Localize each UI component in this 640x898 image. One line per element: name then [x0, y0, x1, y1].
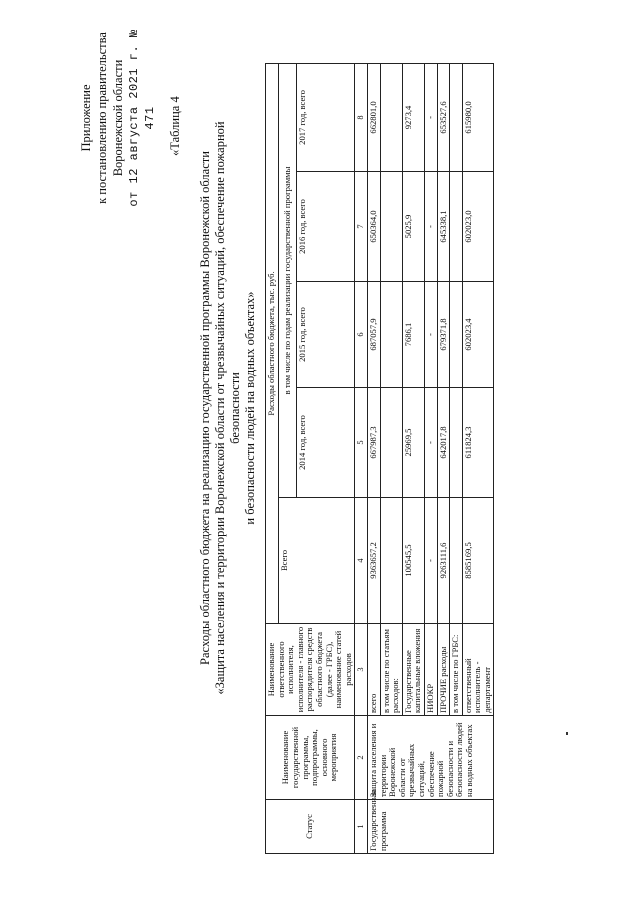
header-2014: 2014 год, всего	[297, 388, 355, 498]
header-status: Статус	[266, 800, 355, 854]
row-label: в том числе по статьям расходов:	[380, 624, 402, 716]
value-2014: 642017,8	[437, 388, 450, 498]
title-line-3: и безопасности людей на водных объектах»	[243, 291, 257, 525]
value-2017: 662801,0	[367, 63, 380, 171]
col-number: 4	[355, 498, 368, 624]
value-2016	[380, 172, 402, 282]
value-total	[380, 498, 402, 624]
approval-line-2: к постановлению правительства	[95, 32, 109, 204]
header-2016: 2016 год, всего	[297, 172, 355, 282]
value-2016: 650364,0	[367, 172, 380, 282]
col-number: 2	[355, 716, 368, 800]
budget-table	[265, 63, 494, 854]
value-2014: 25969,5	[402, 388, 424, 498]
row-label: всего	[367, 624, 380, 716]
value-2016: 602023,0	[462, 172, 494, 282]
approval-date: от 12 августа 2021 г. № 471	[127, 29, 157, 207]
value-2017: 9273,4	[402, 63, 424, 171]
col-number: 7	[355, 172, 368, 282]
row-label: НИОКР	[424, 624, 437, 716]
program-cell: Защита населения и территории Воронежской области от чрезвычайных ситуаций, обеспечение пожарной безопасности и безопасности людей на водных объектах	[367, 716, 494, 800]
value-2017	[450, 63, 463, 171]
value-2016: -	[424, 172, 437, 282]
value-2014	[450, 388, 463, 498]
value-2017: 653527,6	[437, 63, 450, 171]
title-line-2: «Защита населения и территории Воронежской области от чрезвычайных ситуаций, обеспечение пожарной безопасности	[213, 121, 242, 695]
value-2015: -	[424, 282, 437, 388]
value-2014: -	[424, 388, 437, 498]
title-line-1: Расходы областного бюджета на реализацию государственной программы Воронежской области	[198, 151, 212, 665]
header-program: Наименование государственной программы, подпрограммы, основного мероприятия	[266, 716, 355, 800]
value-2015	[380, 282, 402, 388]
col-number: 6	[355, 282, 368, 388]
col-number: 3	[355, 624, 368, 716]
value-2016: 645338,1	[437, 172, 450, 282]
row-label: ПРОЧИЕ расходы	[437, 624, 450, 716]
approval-line-3: Воронежской области	[111, 59, 125, 177]
col-number: 8	[355, 63, 368, 171]
value-2017	[380, 63, 402, 171]
row-label: в том числе по ГРБС:	[450, 624, 463, 716]
table-label: «Таблица 4	[168, 96, 182, 156]
value-2014: 611824,3	[462, 388, 494, 498]
header-expenses: Расходы областного бюджета, тыс. руб.	[266, 63, 279, 623]
value-2015	[450, 282, 463, 388]
header-total: Всего	[278, 498, 355, 624]
approval-line-1: Приложение	[79, 84, 93, 152]
value-2015: 7686,1	[402, 282, 424, 388]
value-2015: 602023,4	[462, 282, 494, 388]
value-2016	[450, 172, 463, 282]
header-by-years: в том числе по годам реализации государственной программы	[278, 63, 297, 497]
row-label: Государственные капитальные вложения	[402, 624, 424, 716]
value-total	[450, 498, 463, 624]
col-number: 5	[355, 388, 368, 498]
header-2017: 2017 год, всего	[297, 63, 355, 171]
value-2014: 667987,3	[367, 388, 380, 498]
status-cell: Государственная программа	[367, 800, 494, 854]
value-2014	[380, 388, 402, 498]
scan-speck	[566, 732, 568, 735]
value-total: 9263111,6	[437, 498, 450, 624]
value-total: 8585169,5	[462, 498, 494, 624]
column-number-row	[355, 63, 368, 853]
header-2015: 2015 год, всего	[297, 282, 355, 388]
value-2017: -	[424, 63, 437, 171]
value-total: -	[424, 498, 437, 624]
value-2015: 679371,8	[437, 282, 450, 388]
value-2015: 687057,9	[367, 282, 380, 388]
document-title	[198, 98, 258, 718]
approval-block	[78, 18, 158, 218]
row-label: ответственный исполнитель - департамент	[462, 624, 494, 716]
header-executor: Наименование ответственного исполнителя, исполнителя - главного распорядителя средств областного бюджета (далее - ГРБС), наименование статей расходов	[266, 624, 355, 716]
value-2017: 615980,0	[462, 63, 494, 171]
col-number: 1	[355, 800, 368, 854]
value-total: 9363657,2	[367, 498, 380, 624]
value-2016: 5025,9	[402, 172, 424, 282]
table-row	[367, 63, 380, 853]
value-total: 100545,5	[402, 498, 424, 624]
